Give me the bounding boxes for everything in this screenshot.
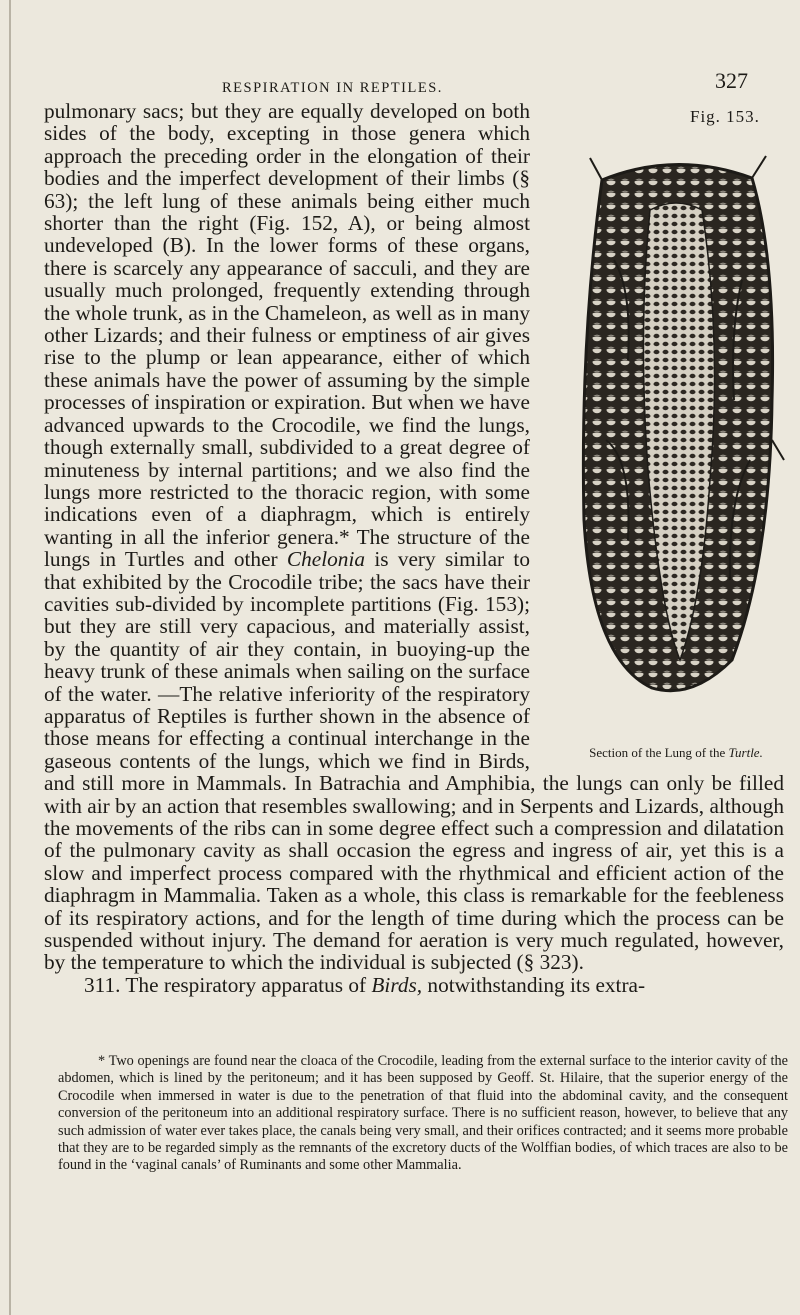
figure-label: Fig. 153. [690, 107, 760, 126]
turtle-lung-illustration [562, 140, 790, 740]
main-text [44, 100, 784, 996]
figure-153 [540, 106, 800, 760]
figure-caption: Section of the Lung of the Turtle. [589, 745, 763, 760]
page-number: 327 [715, 68, 748, 93]
page-edge-line [9, 0, 11, 1315]
footnote-text: * Two openings are found near the cloaca of the Crocodile, leading from the external surface to the interior cavity of the abdomen, which is lined by the peritoneum; and it has been supposed by Geoff. St. Hilaire, that the superior energy of the Crocodile when immersed in water is due to the penetration of that fluid into the abdominal cavity, and the consequent conversion of the peritoneum into an additional respiratory surface. There is no sufficient reason, however, to believe that any such admission of water ever takes place, the canals being very small, and their orifices contracted; and it seems more probable that they are to be regarded simply as the remnants of the excretory ducts of the Wolffian bodies, of which traces are also to be found in the ‘vaginal canals’ of Ruminants and some other Mammalia. [58, 1053, 788, 1174]
paragraph-lungs-reptiles: pulmonary sacs; but they are equally developed on both sides of the body, excepting in those genera which approach the preceding order in the elongation of their bodies and the imperfect development of their limbs (§ 63); the left lung of these animals being either much shorter than the right (Fig. 152, A), or being almost undeveloped (B). In the lower forms of these organs, there is scarcely any appearance of sacculi, and they are usually much prolonged, frequently extending through the whole trunk, as in the Chameleon, as well as in many other Lizards; and their fulness or emptiness of air gives rise to the plump or lean appearance, either of which these animals have the power of assuming by the simple processes of inspiration or expiration. But when we have advanced upwards to the Crocodile, we find the lungs, though externally small, subdivided to a great degree of minuteness by internal partitions; and we also find the lungs more restricted to the thoracic region, with some indications even of a diaphragm, which is entirely wanting in all the inferior genera.* The structure of the lungs in Turtles and other Chelonia is very similar to that exhibited by the Crocodile tribe; the sacs have their cavities sub-divided by incomplete partitions (Fig. 153); but they are still very capacious, and materially assist, by the quantity of air they contain, in buoying-up the heavy trunk of these animals when sailing on the surface of the water. —The relative inferiority of the respiratory apparatus of Reptiles is further shown in the absence of those means for effecting a continual interchange in the gaseous contents of the lungs, which we find in Birds, and still more in Mammals. In Batrachia and Amphibia, the lungs can only be filled with air by an action that resembles swallowing; and in Serpents and Lizards, although the movements of the ribs can in some degree effect such a compression and dilatation of the pulmonary cavity as shall occasion the egress and ingress of air, yet this is a slow and imperfect process compared with the rhythmical and efficient action of the diaphragm in Mammalia. Taken as a whole, this class is remarkable for the feebleness of its respiratory actions, and for the length of time during which the process can be suspended without injury. The demand for aeration is very much regulated, however, by the temperature to which the individual is subjected (§ 323). [44, 99, 784, 975]
paragraph-311-birds: 311. The respiratory apparatus of Birds, notwithstanding its extra- [84, 972, 646, 997]
footnote [58, 1053, 788, 1175]
running-title: RESPIRATION IN REPTILES. [222, 80, 443, 96]
